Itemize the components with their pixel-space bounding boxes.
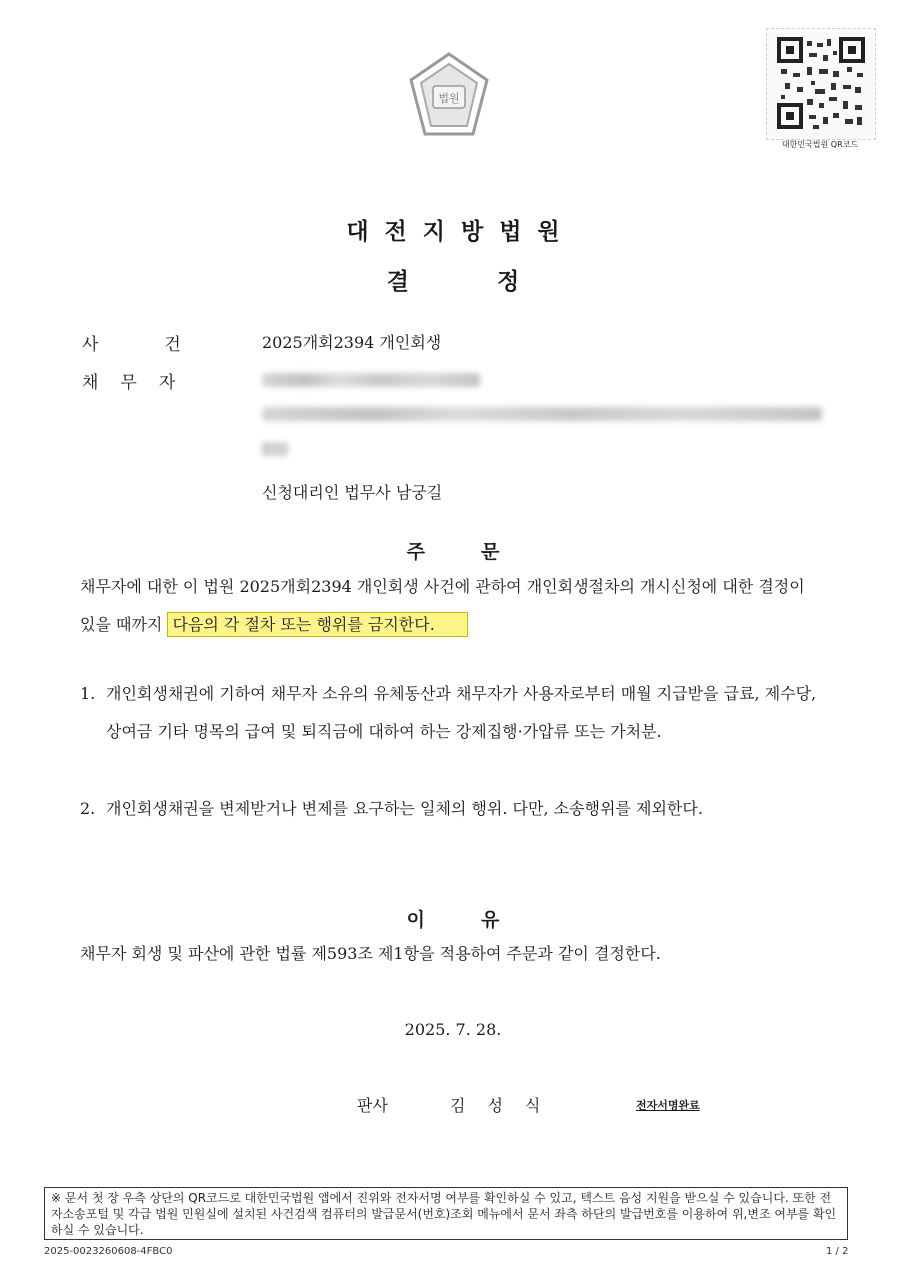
redacted-debtor-address	[262, 407, 822, 421]
seal-text: 법원	[438, 92, 460, 105]
order-heading: 주문	[406, 541, 556, 563]
item-text: 개인회생채권에 기하여 채무자 소유의 유체동산과 채무자가 사용자로부터 매월 지급받을 급료, 제수당, 상여금 기타 명목의 급여 및 퇴직금에 대하여 하는 강제집행·가압류 또는 가처분.	[106, 684, 817, 741]
order-item-1	[80, 675, 825, 751]
item-text: 개인회생채권을 변제받거나 변제를 요구하는 일체의 행위. 다만, 소송행위를 제외한다.	[106, 799, 703, 818]
verification-notice: ※ 문서 첫 장 우측 상단의 QR코드로 대한민국법원 앱에서 진위와 전자서명 여부를 확인하실 수 있고, 텍스트 음성 지원을 받으실 수 있습니다. 또한 전자소송포털 및 각급 법원 민원실에 설치된 사건검색 컴퓨터의 발급문서(번호)조회 메뉴에서 문서 좌측 하단의 발급번호를 이용하여 위,변조 여부를 확인하실 수 있습니다.	[44, 1187, 848, 1240]
reason-text: 채무자 회생 및 파산에 관한 법률 제593조 제1항을 적용하여 주문과 같이 결정한다.	[80, 944, 661, 963]
judge-name: 김성식	[450, 1096, 563, 1115]
debtor-label: 채무자	[82, 373, 198, 393]
case-number: 2025개회2394 개인회생	[262, 333, 442, 352]
highlighted-text: 다음의 각 절차 또는 행위를 금지한다.	[167, 612, 467, 637]
applicant-agent: 신청대리인 법무사 남궁길	[262, 483, 443, 502]
case-label: 사건	[82, 335, 247, 355]
redacted-debtor-name	[262, 373, 480, 387]
document-type: 결정	[386, 269, 608, 295]
qr-code[interactable]	[766, 28, 876, 140]
order-text: 채무자에 대한 이 법원 2025개회2394 개인회생 사건에 관하여 개인회생절차의 개시신청에 대한 결정이 있을 때까지	[80, 577, 805, 634]
issue-number: 2025-0023260608-4FBC0	[44, 1246, 173, 1257]
page-number: 1 / 2	[826, 1246, 849, 1257]
item-number: 2.	[80, 799, 96, 818]
court-seal-emblem	[403, 50, 495, 142]
order-item-2	[80, 790, 825, 828]
decision-date: 2025. 7. 28.	[404, 1020, 502, 1039]
court-name: 대전지방법원	[346, 219, 576, 245]
order-paragraph	[80, 568, 825, 644]
electronic-signature-status: 전자서명완료	[636, 1099, 700, 1112]
qr-caption: 대한민국법원 QR코드	[781, 140, 859, 149]
item-number: 1.	[80, 684, 96, 703]
reason-heading: 이유	[406, 909, 556, 931]
judge-title: 판사	[357, 1096, 388, 1115]
redacted-debtor-address-cont	[262, 442, 288, 456]
